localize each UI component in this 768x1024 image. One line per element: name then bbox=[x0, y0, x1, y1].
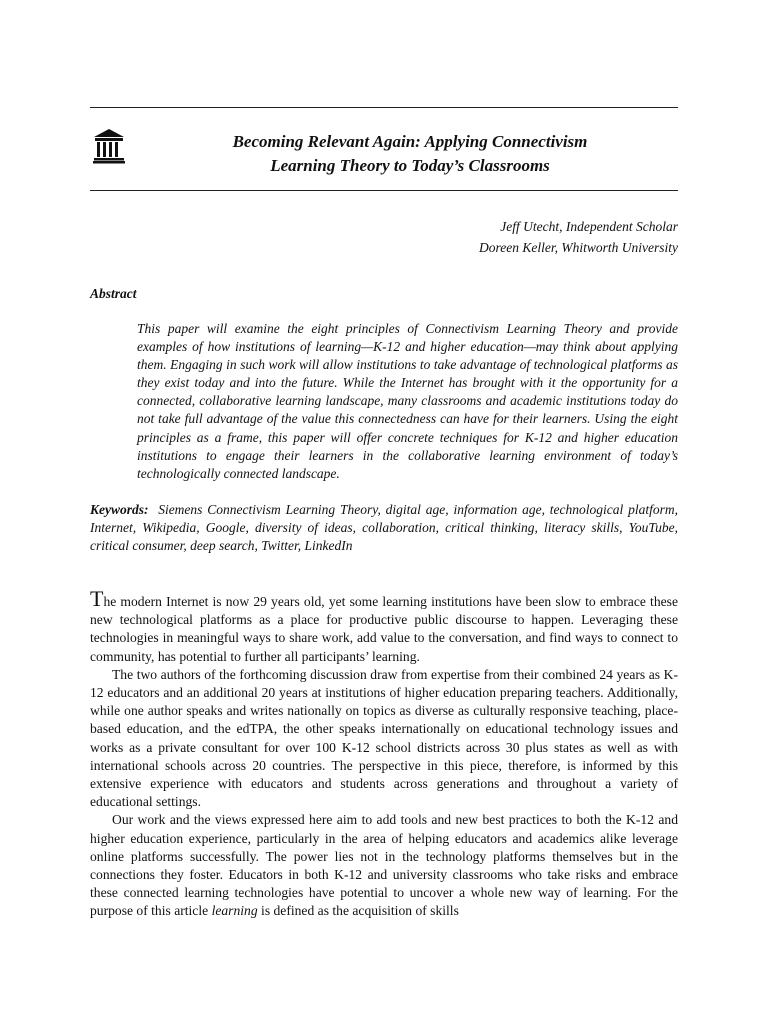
paragraph-1 bbox=[90, 586, 678, 666]
abstract-heading: Abstract bbox=[90, 286, 137, 301]
keywords-label: Keywords: bbox=[90, 502, 149, 517]
keywords-block bbox=[90, 501, 678, 556]
paragraph-3 bbox=[90, 811, 678, 920]
author-2: Doreen Keller, Whitworth University bbox=[479, 240, 678, 255]
abstract-text: This paper will examine the eight principles of Connectivism Learning Theory and provide examples of how institutions of learning—K-12 and higher education—may think about applying them. Engaging in such work will allow institutions to take advantage of technological platforms as they exist today and into the future. While the Internet has brought with it the opportunity for a connected, collaborative learning landscape, many classrooms and academic institutions today do not take full advantage of the value this connectedness can have for their learners. Using the eight principles as a frame, this paper will offer concrete techniques for K-12 and higher education institutions to engage their learners in the collaborative learning environment of today’s technologically connected landscape. bbox=[137, 321, 678, 481]
author-1: Jeff Utecht, Independent Scholar bbox=[500, 219, 678, 234]
top-rule bbox=[90, 107, 678, 108]
bottom-rule bbox=[90, 190, 678, 191]
author-block bbox=[479, 216, 678, 258]
paragraph-3-text-b: is defined as the acquisition of skills bbox=[257, 903, 459, 919]
paragraph-1-text: he modern Internet is now 29 years old, yet some learning institutions have been slow to embrace these new technological platforms as a place for productive public discourse to happen. Leveraging these technologies in meaningful ways to share work, add value to the conversation, and find ways to connect to community, has potential to further all participants’ learning. bbox=[90, 594, 678, 664]
title-line-1: Becoming Relevant Again: Applying Connectivism bbox=[232, 132, 588, 151]
keywords-text: Siemens Connectivism Learning Theory, digital age, information age, technological platform, Internet, Wikipedia, Google, diversity of ideas, collaboration, critical thinking, literacy skills, YouTube, critical consumer, deep search, Twitter, LinkedIn bbox=[90, 502, 678, 554]
title-line-2: Learning Theory to Today’s Classrooms bbox=[270, 156, 550, 175]
emphasis-learning: learning bbox=[211, 903, 258, 919]
drop-cap: T bbox=[90, 586, 104, 611]
paragraph-3-text-a: Our work and the views expressed here aim to add tools and new best practices to both the K-12 and higher education experience, particularly in the area of helping educators and academics alike leverage online platforms successfully. The power lies not in the technology platforms themselves but in the connections they foster. Educators in both K-12 and university classrooms who take risks and embrace these connected learning technologies have potential to uncover a whole new way of learning. For the purpose of this article bbox=[90, 812, 678, 919]
paper-title bbox=[150, 130, 670, 178]
paragraph-2: The two authors of the forthcoming discussion draw from expertise from their combined 24 years as K-12 educators and an additional 20 years at institutions of higher education preparing teachers. Additionally, while one author speaks and writes nationally on topics as diverse as culturally responsive teaching, place-based education, and the edTPA, the other speaks internationally on educational technology issues and works as a private consultant for over 100 K-12 school districts across 30 plus states as well as with international schools across 20 countries. The perspective in this piece, therefore, is informed by this extensive experience with educators and students across generations and throughout a variety of educational settings. bbox=[90, 666, 678, 810]
body-text bbox=[90, 586, 678, 921]
institution-columns-icon bbox=[93, 128, 125, 164]
